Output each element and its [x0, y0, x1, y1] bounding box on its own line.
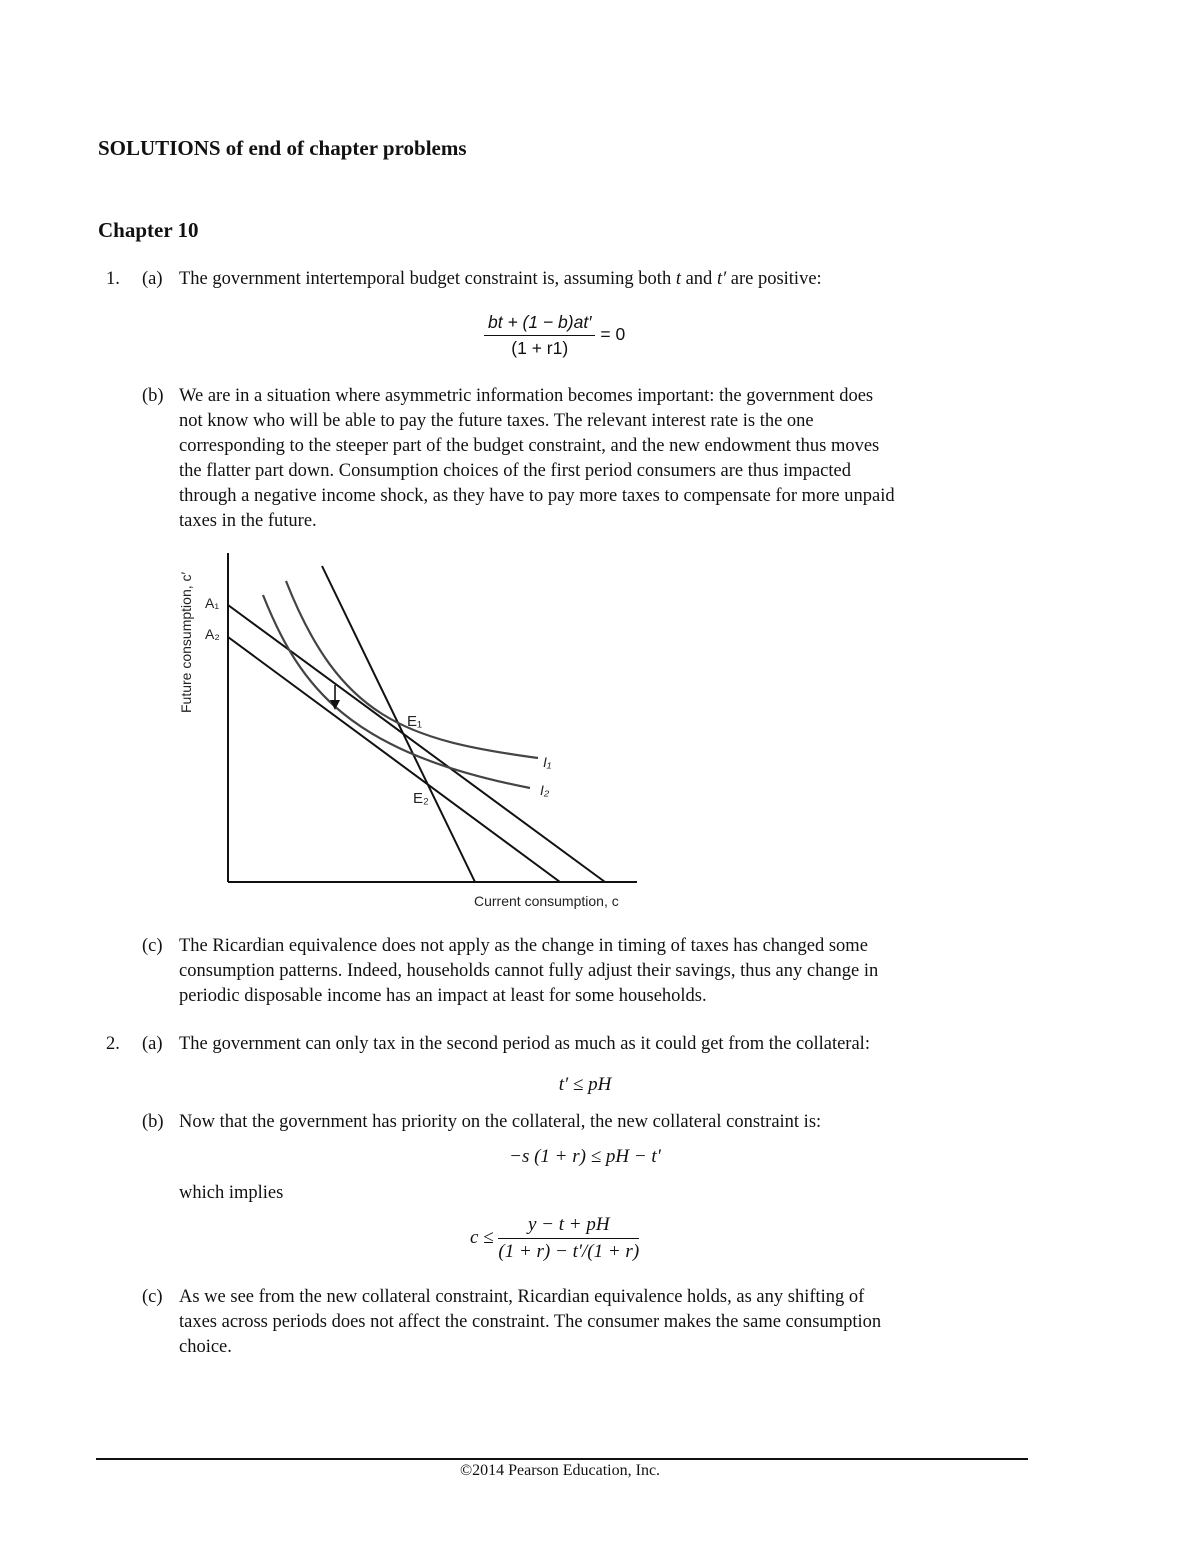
- text-line: taxes in the future.: [179, 511, 317, 531]
- equation-1a-rhs: = 0: [600, 324, 626, 345]
- text-line: We are in a situation where asymmetric information becomes important: the government does: [179, 386, 874, 406]
- equation-2b-implied: [470, 1214, 639, 1263]
- problem-2b-text2: which implies: [179, 1183, 284, 1203]
- x-axis-label: Current consumption, c: [474, 893, 619, 909]
- label-a2: A₂: [205, 626, 220, 642]
- problem-2a-label: (a): [142, 1034, 163, 1054]
- text-line: through a negative income shock, as they have to pay more taxes to compensate for more unpaid: [179, 486, 895, 506]
- equation-2b-lhs: c ≤: [470, 1226, 494, 1248]
- budget-constraint-figure: [170, 548, 650, 918]
- text-line: consumption patterns. Indeed, households cannot fully adjust their savings, thus any change in: [179, 961, 879, 981]
- equation-1a-denominator: (1 + r1): [511, 338, 569, 358]
- text-line: the flatter part down. Consumption choices of the first period consumers are thus impacted: [179, 461, 851, 481]
- problem-1-number: 1.: [106, 269, 120, 289]
- problem-1b-label: (b): [142, 386, 164, 406]
- text-line: taxes across periods does not affect the constraint. The consumer makes the same consumption: [179, 1312, 882, 1332]
- equation-2b: [0, 1146, 1200, 1168]
- problem-1b-text: [179, 384, 1029, 534]
- label-i1: I₁: [543, 754, 552, 770]
- problem-1c-text: [179, 934, 1029, 1009]
- problem-2-number: 2.: [106, 1034, 120, 1054]
- equation-2a: [0, 1074, 1200, 1096]
- page-title: SOLUTIONS of end of chapter problems: [98, 136, 467, 160]
- text-line: periodic disposable income has an impact at least for some households.: [179, 986, 707, 1006]
- label-e1: E₁: [407, 713, 423, 730]
- problem-2b-label: (b): [142, 1112, 164, 1132]
- text-line: The Ricardian equivalence does not apply as the change in timing of taxes has changed some: [179, 936, 868, 956]
- equation-2b-denominator: (1 + r) − t′/(1 + r): [498, 1241, 640, 1262]
- chapter-heading: Chapter 10: [98, 218, 199, 242]
- text-line: corresponding to the steeper part of the budget constraint, and the new endowment thus moves: [179, 436, 880, 456]
- problem-1a-text: The government intertemporal budget constraint is, assuming both t and t′ are positive:: [179, 269, 822, 289]
- text-line: choice.: [179, 1337, 232, 1357]
- problem-2c-text: [179, 1285, 1029, 1360]
- indifference-curve-i1: [286, 581, 538, 758]
- equation-1a: [484, 312, 625, 359]
- problem-1c-label: (c): [142, 936, 163, 956]
- problem-2a-text: The government can only tax in the second period as much as it could get from the collateral:: [179, 1034, 870, 1054]
- problem-1a-label: (a): [142, 269, 163, 289]
- text-line: not know who will be able to pay the future taxes. The relevant interest rate is the one: [179, 411, 814, 431]
- problem-2c-label: (c): [142, 1287, 163, 1307]
- y-axis-label: Future consumption, c′: [178, 571, 194, 713]
- equation-2b-text: −s (1 + r) ≤ pH − t′: [509, 1146, 661, 1167]
- equation-1a-numerator: bt + (1 − b)at′: [484, 312, 595, 336]
- budget-line-a1: [228, 605, 605, 882]
- label-i2: I₂: [540, 782, 550, 798]
- equation-2a-text: t′ ≤ pH: [558, 1074, 612, 1095]
- label-a1: A₁: [205, 595, 220, 611]
- budget-line-a2: [228, 637, 560, 882]
- label-e2: E₂: [413, 790, 429, 807]
- equation-2b-numerator: y − t + pH: [498, 1214, 639, 1239]
- footer-rule: [96, 1458, 1028, 1460]
- footer-copyright: ©2014 Pearson Education, Inc.: [459, 1462, 661, 1479]
- problem-2b-text: Now that the government has priority on the collateral, the new collateral constraint is:: [179, 1112, 822, 1132]
- text-line: As we see from the new collateral constraint, Ricardian equivalence holds, as any shifting of: [179, 1287, 865, 1307]
